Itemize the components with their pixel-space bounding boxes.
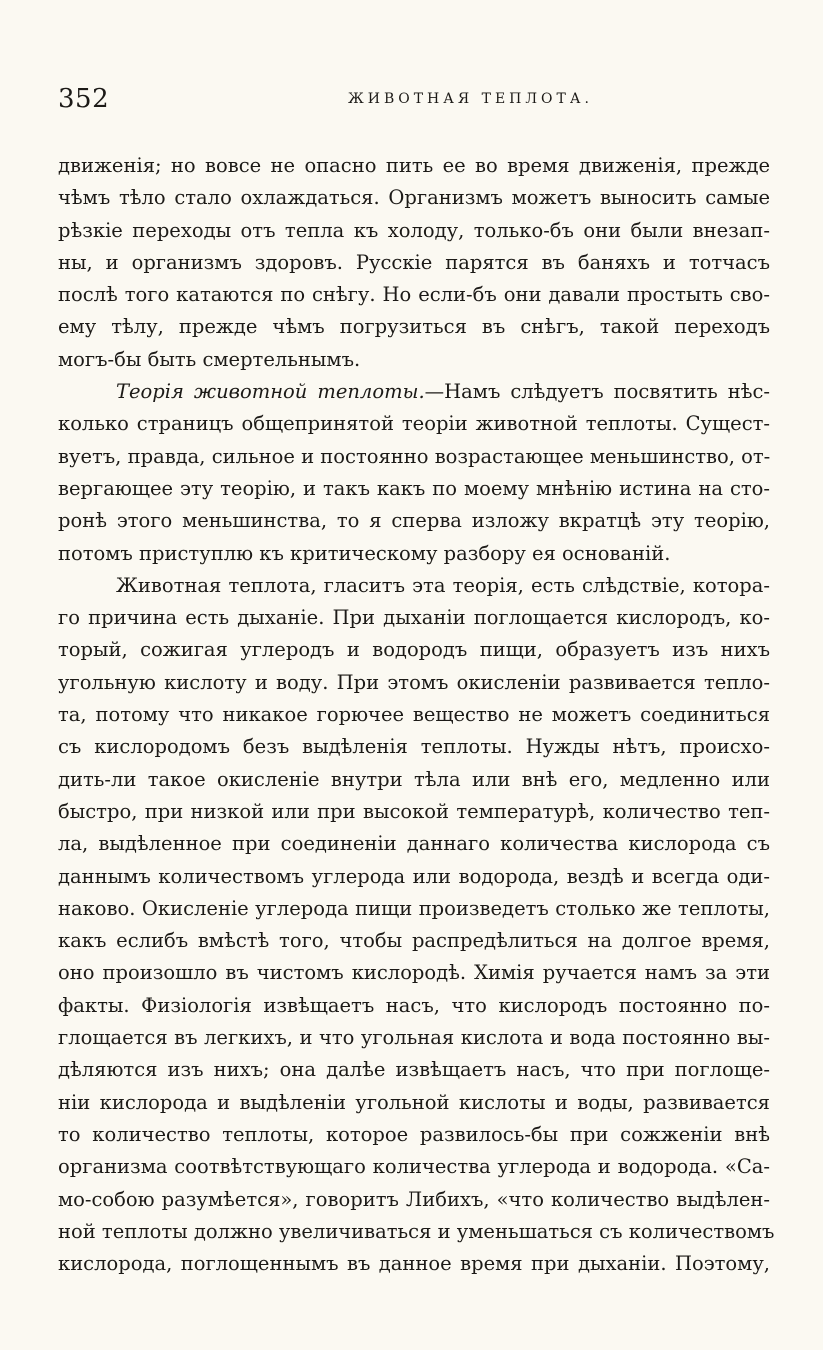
page-number: 352: [58, 84, 110, 114]
text-line: угольную кислоту и воду. При этомъ окисленіи развивается тепло-: [58, 670, 770, 694]
text-line: та, потому что никакое горючее вещество не можетъ соединиться: [58, 703, 770, 727]
text-line: [58, 376, 770, 408]
body-text: [58, 150, 775, 1280]
text-line: чѣмъ тѣло стало охлаждаться. Организмъ можетъ выносить самые: [58, 186, 770, 210]
text-line: съ кислородомъ безъ выдѣленія теплоты. Нужды нѣтъ, происхо-: [58, 735, 770, 759]
text-line: ла, выдѣленное при соединеніи даннаго количества кислорода съ: [58, 832, 770, 856]
text-line: ной теплоты должно увеличиваться и уменьшаться съ количествомъ: [58, 1219, 775, 1243]
text-line: го причина есть дыханіе. При дыханіи поглощается кислородъ, ко-: [58, 606, 770, 630]
text-line: кислорода, поглощеннымъ въ данное время при дыханіи. Поэтому,: [58, 1252, 770, 1276]
text-line: потомъ приступлю къ критическому разбору ея основаній.: [58, 541, 671, 565]
text-line: вергающее эту теорію, и такъ какъ по моему мнѣнію истина на сто-: [58, 476, 770, 500]
page-header: [58, 84, 770, 120]
paragraph: [58, 376, 770, 570]
text-line: даннымъ количествомъ углерода или водорода, вездѣ и всегда оди-: [58, 864, 770, 888]
text-line: мо-собою разумѣется», говоритъ Либихъ, «что количество выдѣлен-: [58, 1187, 770, 1211]
text-line: рѣзкіе переходы отъ тепла къ холоду, только-бъ они были внезап-: [58, 218, 770, 242]
text-line: колько страницъ общепринятой теоріи животной теплоты. Сущест-: [58, 412, 770, 436]
text-line: факты. Физіологія извѣщаетъ насъ, что кислородъ постоянно по-: [58, 993, 770, 1017]
text-line: ны, и организмъ здоровъ. Русскіе парятся въ баняхъ и тотчасъ: [58, 250, 770, 274]
text-line: могъ-бы быть смертельнымъ.: [58, 347, 361, 371]
text-line: торый, сожигая углеродъ и водородъ пищи, образуетъ изъ нихъ: [58, 638, 770, 662]
text-line: Животная теплота, гласитъ эта теорія, есть слѣдствіе, котора-: [116, 573, 770, 597]
paragraph: [58, 570, 775, 1281]
text-line: движенія; но вовсе не опасно пить ее во время движенія, прежде: [58, 154, 770, 177]
text-line: организма соотвѣтствующаго количества углерода и водорода. «Са-: [58, 1155, 770, 1179]
paragraph: [58, 150, 770, 376]
text-span: —Намъ слѣдуетъ посвятить нѣс-: [424, 380, 770, 404]
text-line: ему тѣлу, прежде чѣмъ погрузиться въ снѣгъ, такой переходъ: [58, 315, 770, 339]
text-line: то количество теплоты, которое развилось-бы при сожженіи внѣ: [58, 1122, 770, 1146]
running-title: ЖИВОТНАЯ ТЕПЛОТА.: [348, 91, 593, 107]
text-line: наково. Окисленіе углерода пищи произведетъ столько же теплоты,: [58, 896, 770, 920]
text-line: дѣляются изъ нихъ; она далѣе извѣщаетъ насъ, что при поглоще-: [58, 1058, 770, 1082]
text-line: быстро, при низкой или при высокой температурѣ, количество теп-: [58, 799, 770, 823]
text-line: какъ еслибъ вмѣстѣ того, чтобы распредѣлиться на долгое время,: [58, 929, 770, 953]
text-line: ніи кислорода и выдѣленіи угольной кислоты и воды, развивается: [58, 1090, 770, 1114]
text-line: дить-ли такое окисленіе внутри тѣла или внѣ его, медленно или: [58, 767, 770, 791]
text-line: ронѣ этого меньшинства, то я сперва изложу вкратцѣ эту теорію,: [58, 509, 770, 533]
text-line: оно произошло въ чистомъ кислородѣ. Химія ручается намъ за эти: [58, 961, 770, 985]
text-line: послѣ того катаются по снѣгу. Но если-бъ они давали простыть сво-: [58, 283, 770, 307]
text-line: глощается въ легкихъ, и что угольная кислота и вода постоянно вы-: [58, 1026, 770, 1050]
text-line: вуетъ, правда, сильное и постоянно возрастающее меньшинство, от-: [58, 444, 771, 468]
section-heading: Теорія животной теплоты.: [116, 380, 425, 404]
